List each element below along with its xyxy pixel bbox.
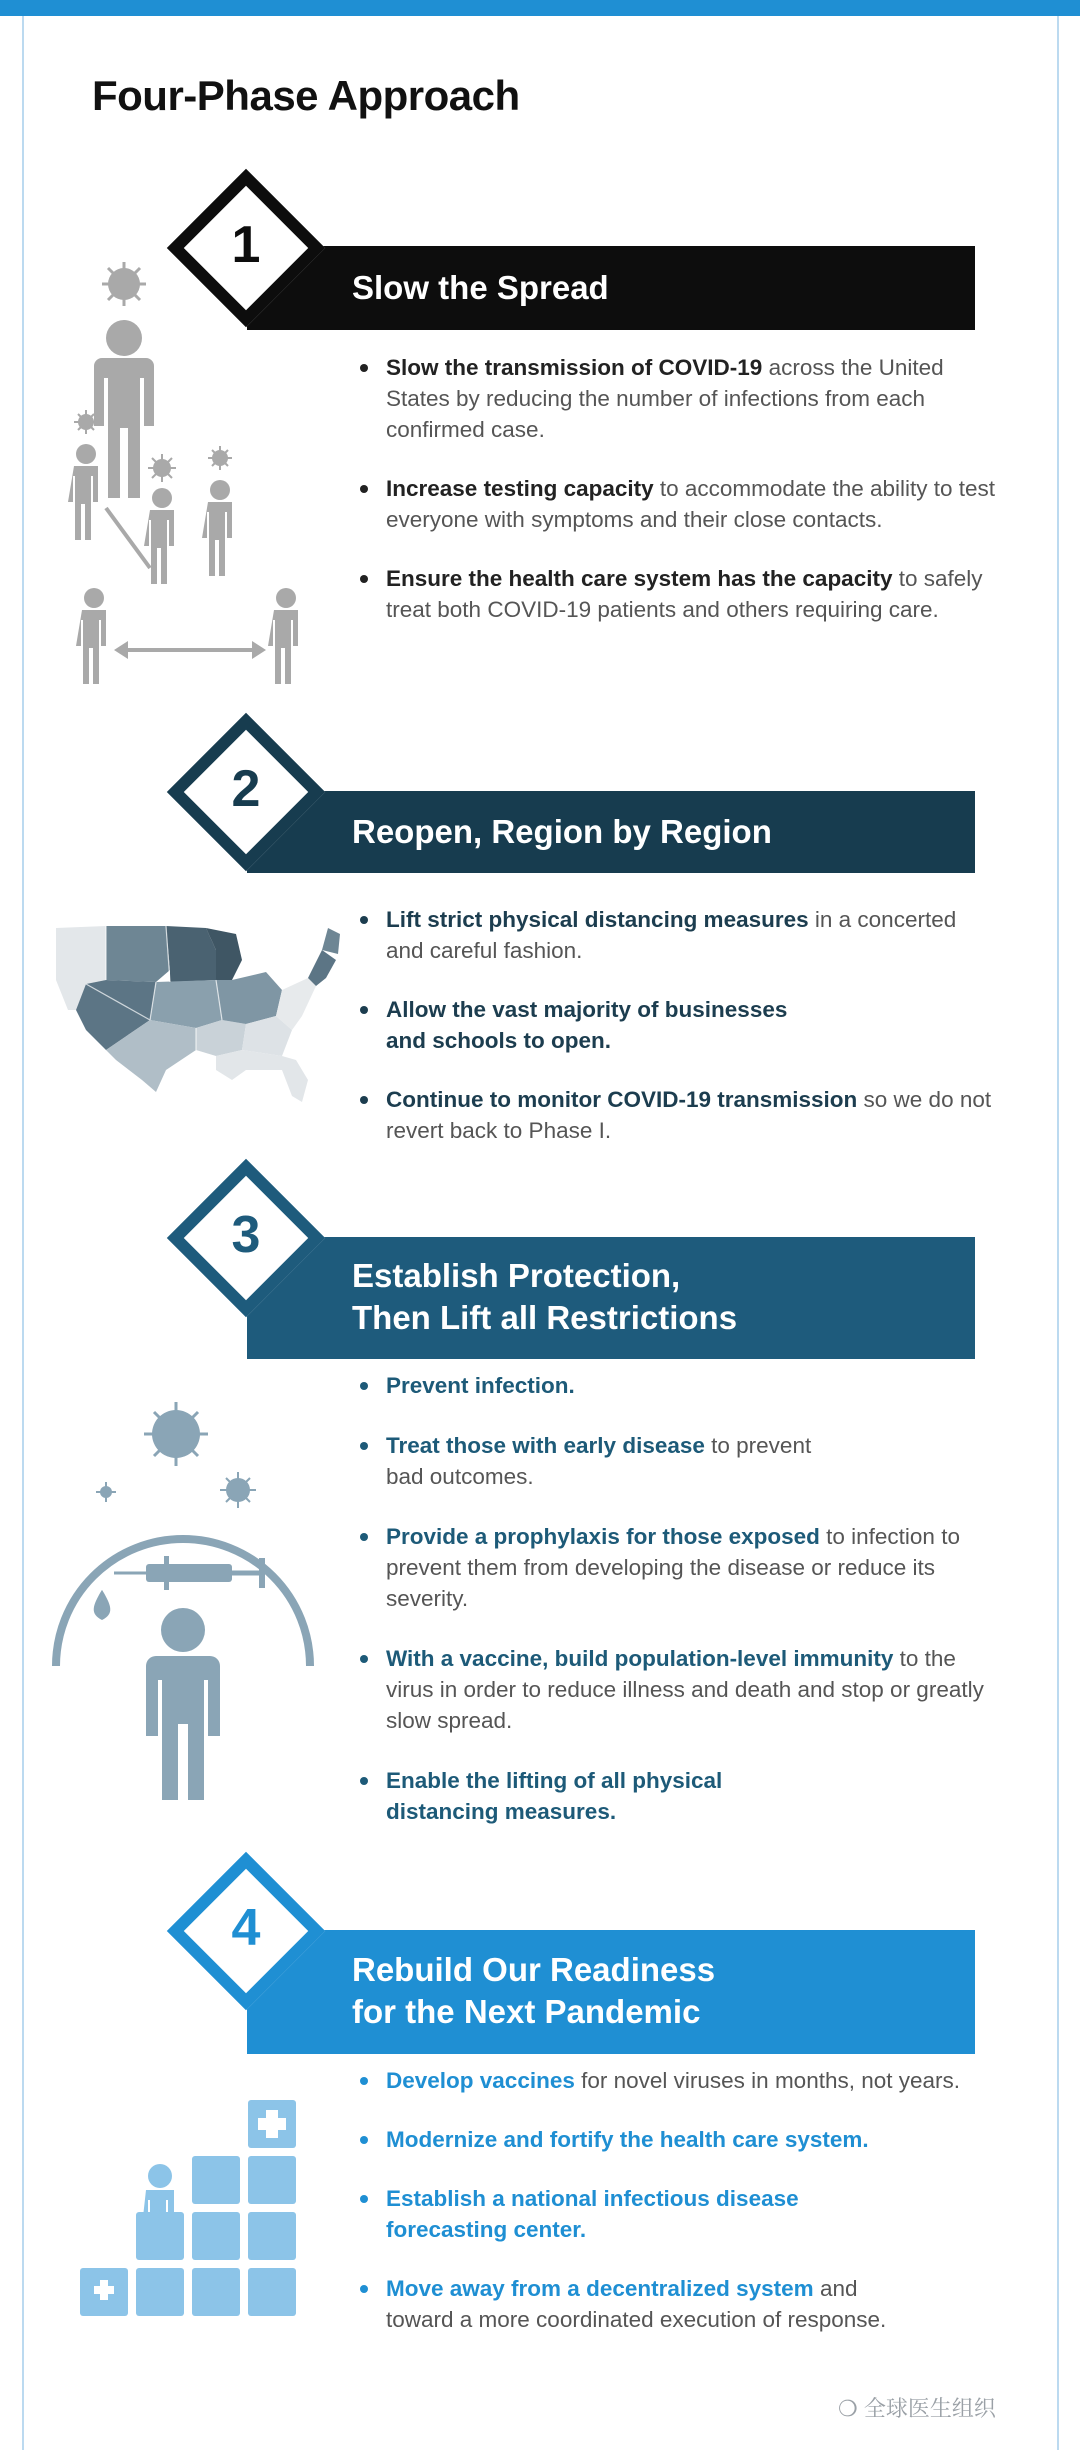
us-map-icon: [46, 920, 346, 1110]
list-item: Treat those with early disease to prevent bad outcomes.: [358, 1430, 998, 1492]
phase-4-title-line-1: Rebuild Our Readiness: [352, 1951, 716, 1988]
phase-4-number: 4: [231, 1899, 261, 1957]
phase-1-title-line-1: Slow the Spread: [352, 269, 609, 306]
list-item: Ensure the health care system has the capacity to safely treat both COVID-19 patients and others requiring care.: [358, 563, 998, 625]
list-item: Continue to monitor COVID-19 transmission so we do not revert back to Phase I.: [358, 1084, 998, 1146]
left-border: [22, 16, 24, 2450]
phase-3-title-line-2: Then Lift all Restrictions: [352, 1299, 738, 1336]
list-item: Increase testing capacity to accommodate the ability to test everyone with symptoms and their close contacts.: [358, 473, 998, 535]
list-item: Lift strict physical distancing measures in a concerted and careful fashion.: [358, 904, 998, 966]
phase-3-title-line-1: Establish Protection,: [352, 1257, 681, 1294]
people-virus-distancing-icon: [58, 258, 318, 688]
health-blocks-icon: [76, 2100, 306, 2350]
list-item: Enable the lifting of all physical distancing measures.: [358, 1765, 998, 1827]
list-item: Establish a national infectious disease forecasting center.: [358, 2183, 998, 2245]
phase-3-number: 3: [231, 1206, 261, 1264]
phase-4-banner: [247, 1930, 975, 2054]
list-item: With a vaccine, build population-level immunity to the virus in order to reduce illness and death and stop or greatly slow spread.: [358, 1643, 998, 1736]
phase-2-number: 2: [231, 760, 261, 818]
top-accent-bar: [0, 0, 1080, 16]
phase-1-banner: [247, 246, 975, 330]
phase-3-bullet-list: [358, 1370, 998, 1827]
phase-3-banner: [247, 1237, 975, 1359]
list-item: Allow the vast majority of businesses and schools to open.: [358, 994, 998, 1056]
phase-1-number: 1: [231, 216, 261, 274]
right-border: [1057, 16, 1059, 2450]
phase-2-bullet-list: [358, 904, 998, 1146]
list-item: Develop vaccines for novel viruses in months, not years.: [358, 2065, 998, 2096]
list-item: Move away from a decentralized system and toward a more coordinated execution of response.: [358, 2273, 998, 2335]
list-item: Provide a prophylaxis for those exposed to infection to prevent them from developing the disease or reduce its severity.: [358, 1521, 998, 1614]
phase-2-banner: [247, 791, 975, 873]
page-title: Four-Phase Approach: [92, 72, 520, 119]
list-item: Prevent infection.: [358, 1370, 998, 1401]
vaccine-dome-person-icon: [48, 1400, 318, 1800]
list-item: Modernize and fortify the health care system.: [358, 2124, 998, 2155]
watermark: ❍ 全球医生组织: [838, 2396, 996, 2421]
phase-2-title-line-1: Reopen, Region by Region: [352, 813, 772, 850]
phase-4-title-line-2: for the Next Pandemic: [352, 1993, 701, 2030]
phase-4-bullet-list: [358, 2065, 998, 2335]
phase-1-bullet-list: [358, 352, 998, 625]
list-item: Slow the transmission of COVID-19 across the United States by reducing the number of infections from each confirmed case.: [358, 352, 998, 445]
chat-bubble-icon: ❍: [838, 2396, 864, 2421]
